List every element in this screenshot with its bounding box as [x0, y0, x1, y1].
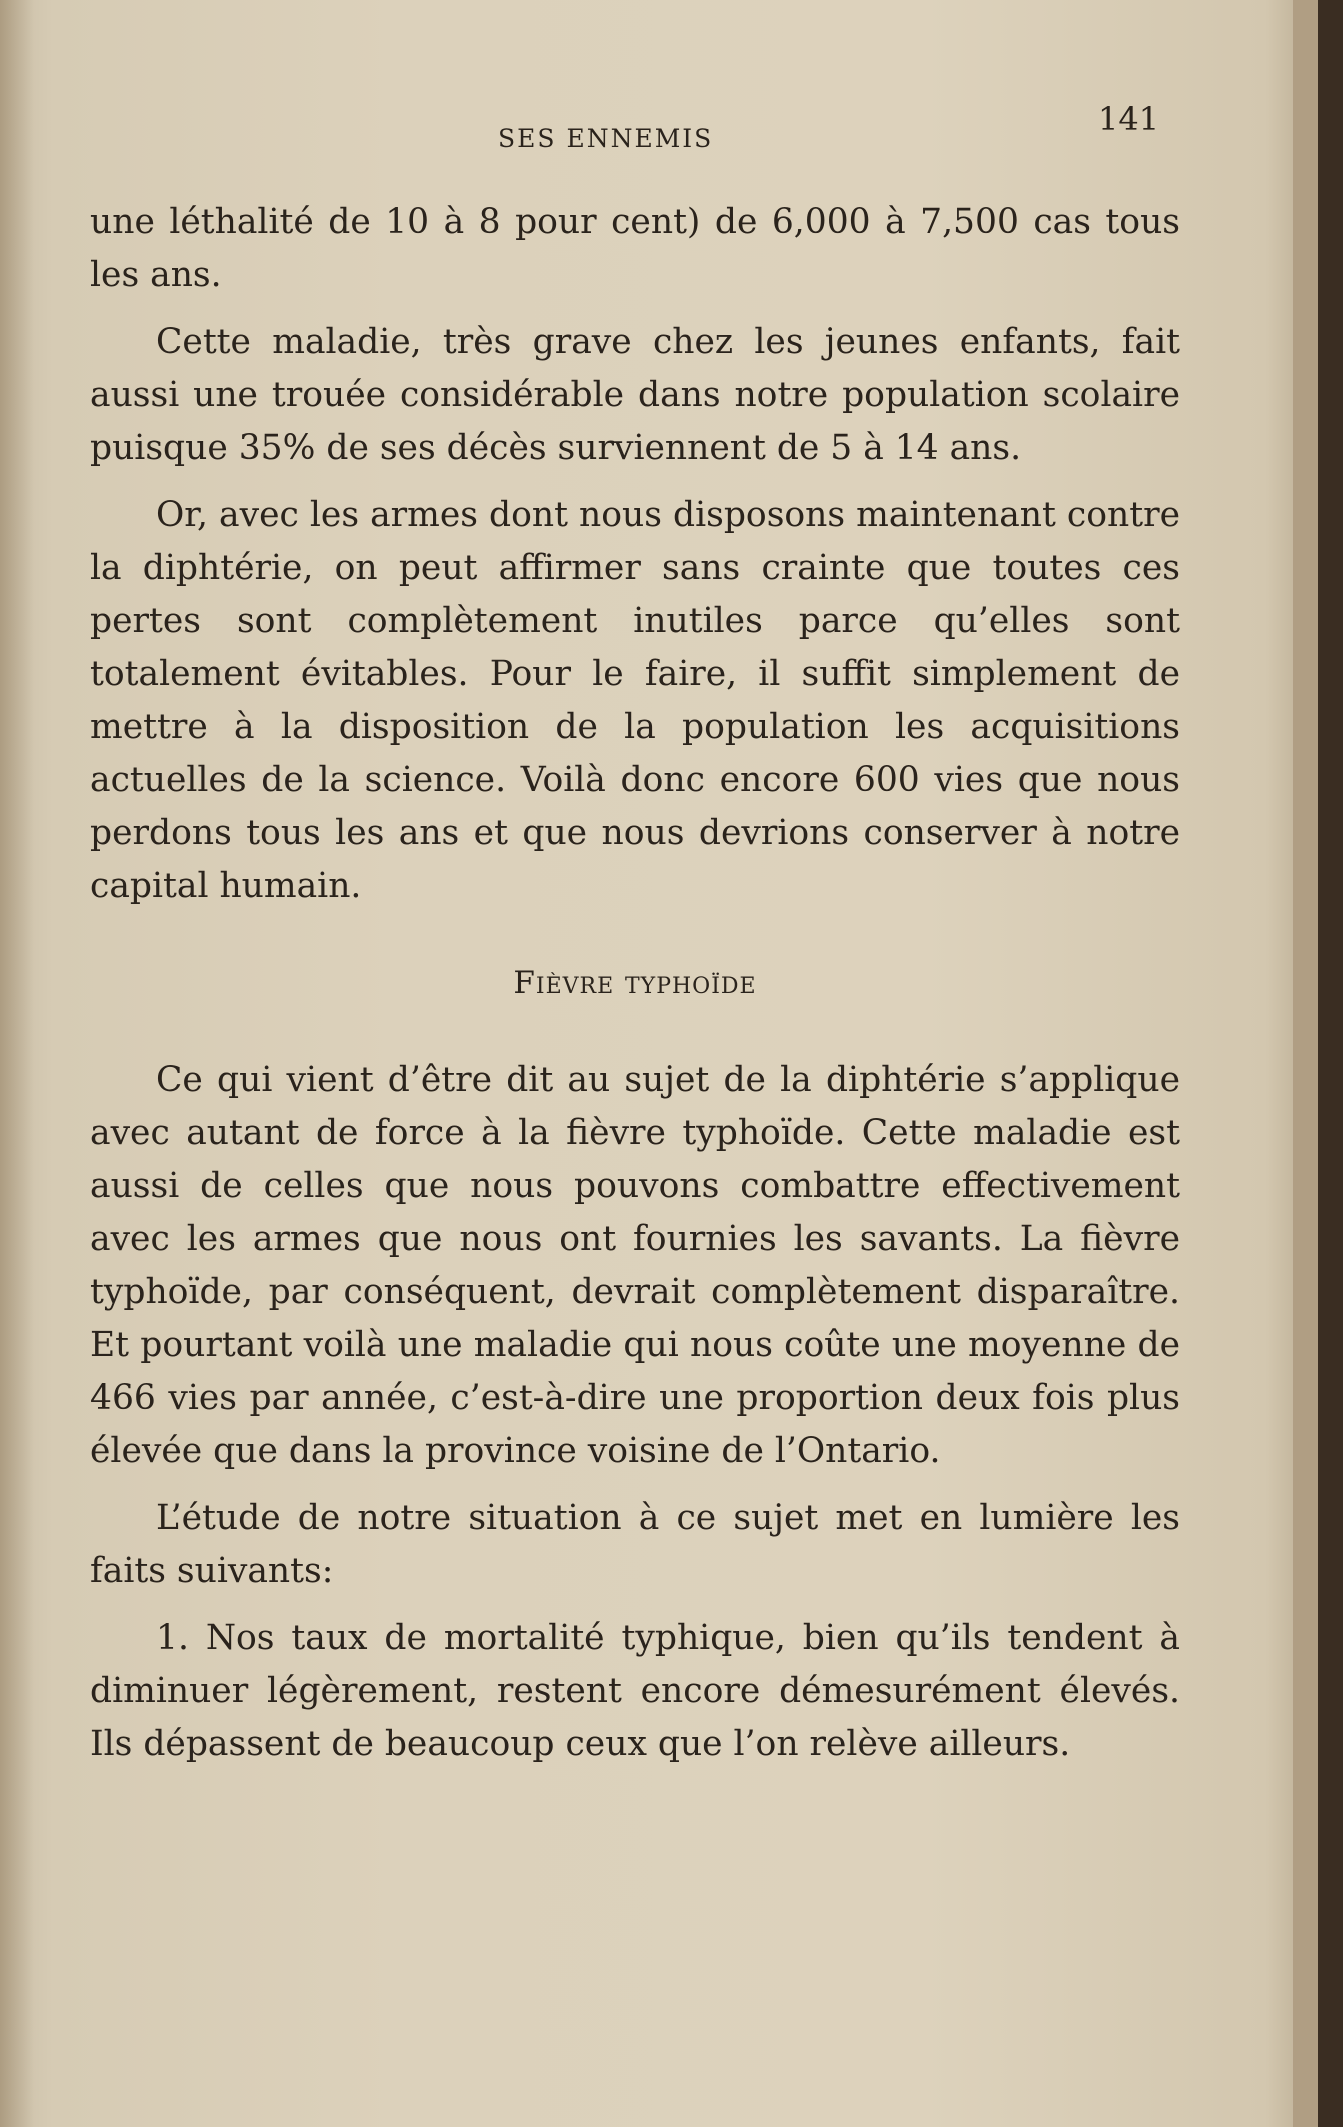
paragraph: une léthalité de 10 à 8 pour cent) de 6,000 à 7,500 cas tous les ans.	[90, 202, 1180, 295]
paragraph: Ce qui vient d’être dit au sujet de la diphtérie s’applique avec autant de force à la fièvre typhoïde. Cette maladie est aussi de celles que nous pouvons combattre effectivement avec les armes que nous ont fournies les savants. La fièvre typhoïde, par conséquent, devrait complètement disparaître. Et pourtant voilà une maladie qui nous coûte une moyenne de 466 vies par année, c’est-à-dire une proportion deux fois plus élevée que dans la province voisine de l’Ontario.	[90, 1060, 1180, 1471]
page-body	[90, 196, 1180, 1785]
numbered-paragraph: 1. Nos taux de mortalité typhique, bien qu’ils tendent à diminuer légèrement, restent encore démesurément élevés. Ils dépassent de beaucoup ceux que l’on relève ailleurs.	[90, 1618, 1180, 1764]
paragraph: Or, avec les armes dont nous disposons maintenant contre la diphtérie, on peut affirmer sans crainte que toutes ces pertes sont complètement inutiles parce qu’elles sont totalement évitables. Pour le faire, il suffit simplement de mettre à la disposition de la population les acquisitions actuelles de la science. Voilà donc encore 600 vies que nous perdons tous les ans et que nous devrions conserver à notre capital humain.	[90, 495, 1180, 906]
running-head: SES ENNEMIS	[498, 124, 714, 153]
page-header	[90, 100, 1160, 160]
paragraph: L’étude de notre situation à ce sujet met en lumière les faits suivants:	[90, 1498, 1180, 1591]
page-number: 141	[1098, 100, 1160, 138]
gutter-shadow	[0, 0, 34, 2127]
section-title: Fièvre typhoïde	[513, 965, 757, 1001]
page-edge	[1293, 0, 1318, 2127]
paragraph: Cette maladie, très grave chez les jeunes enfants, fait aussi une trouée considérable dans notre population scolaire puisque 35% de ses décès surviennent de 5 à 14 ans.	[90, 322, 1180, 468]
